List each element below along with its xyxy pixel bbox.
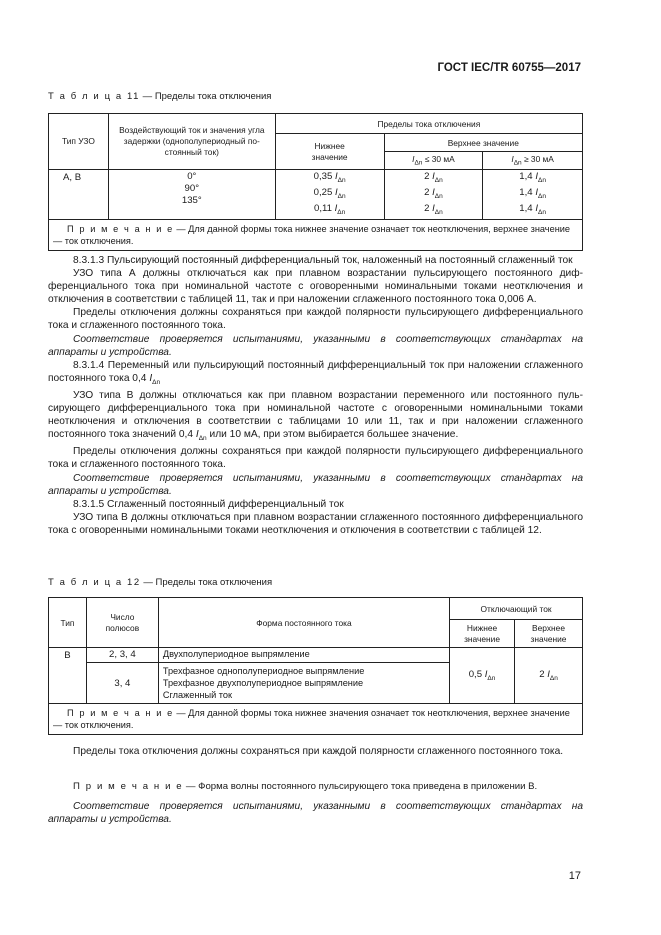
t11-row-upper-b: 1,4 $I_{\Delta n}$ 1,4 $I_{\Delta n}$ 1,4 $I_{\Delta n}$ xyxy=(483,170,583,220)
t11-row-lower: 0,35 $I_{\Delta n}$ 0,25 $I_{\Delta n}$ 0,11 $I_{\Delta n}$ xyxy=(275,170,384,220)
t11-head-upper: Верхнее значение xyxy=(384,134,582,152)
after-p1: Пределы тока отключения должны сохраняться при каждой полярности сглаженного постоянного тока. xyxy=(73,746,564,757)
t12-lower: 0,5 $I_{\Delta n}$ xyxy=(450,648,515,704)
table11 xyxy=(48,113,583,251)
section-8313-heading: 8.3.1.3 Пульсирующий постоянный дифференциальный ток, наложенный на постоянный сглаженный ток xyxy=(73,255,573,266)
after-compliance: Соответствие проверяется испытаниями, указанными в соответствующих стандартах на аппараты и устройства. xyxy=(48,801,583,826)
t12-head-upper: Верхнее значение xyxy=(515,620,583,648)
t11-head-upper-a: $I_{\Delta n} \le 30$ мА xyxy=(384,152,483,170)
section-8313-p2: Пределы отключения должны сохраняться при каждой полярности пульсирующего дифференциального тока и сглаженного постоянного тока. xyxy=(48,307,583,332)
t11-row-upper-a: 2 $I_{\Delta n}$ 2 $I_{\Delta n}$ 2 $I_{\Delta n}$ xyxy=(384,170,483,220)
t12-head-type: Тип xyxy=(49,598,87,648)
table12-caption: Т а б л и ц а 12 — Пределы тока отключения xyxy=(48,577,273,588)
section-8314-p1: УЗО типа В должны отключаться как при плавном возрастании переменного или постоянного пульсирующего дифференциального тока при номинальной частоте с оговоренными номинальными токами неотключения и отключения в соответствии с таблицами 10 или 11, так и при наложении сглаженного постоянного тока значений 0,4 $I_{\Delta n}$ или 10 мА, при этом выбирается большее значение. xyxy=(48,389,583,443)
section-8313 xyxy=(48,254,583,537)
t11-head-upper-b: $I_{\Delta n} \ge 30$ мА xyxy=(483,152,583,170)
t12-head-lower: Нижнее значение xyxy=(450,620,515,648)
after-note: П р и м е ч а н и е — Форма волны постоянного пульсирующего тока приведена в приложении В. xyxy=(73,781,538,792)
t12-head-form: Форма постоянного тока xyxy=(158,598,449,648)
t12-head-trip: Отключающий ток xyxy=(450,598,583,620)
t11-head-type: Тип УЗО xyxy=(49,114,109,170)
table11-caption: Т а б л и ц а 11 — Пределы тока отключения xyxy=(48,91,272,102)
t12-r2-form: Трехфазное однополупериодное выпрямление Трехфазное двухполупериодное выпрямление Сглаженный ток xyxy=(158,663,449,704)
t11-head-limits: Пределы тока отключения xyxy=(275,114,582,134)
section-8315-p1: УЗО типа В должны отключаться при плавном возрастании сглаженного постоянного дифференциального тока с оговоренными номинальными токами неотключения и отключения в соответствии с таблицей 12. xyxy=(48,511,583,536)
section-8313-compliance: Соответствие проверяется испытаниями, указанными в соответствующих стандартах на аппараты и устройства. xyxy=(48,333,583,358)
t12-note: П р и м е ч а н и е — Для данной формы тока нижнее значения означает ток неотключения, верхнее значение — ток отключения. xyxy=(49,704,583,735)
table12 xyxy=(48,597,583,735)
t11-note: П р и м е ч а н и е — Для данной формы тока нижнее значение означает ток неотключения, верхнее значение — ток отключения. xyxy=(49,219,583,250)
section-8314-compliance: Соответствие проверяется испытаниями, указанными в соответствующих стандартах на аппараты и устройства. xyxy=(48,472,583,497)
document-id: ГОСТ IEC/TR 60755—2017 xyxy=(437,62,581,74)
page-number: 17 xyxy=(568,870,581,882)
t11-row-angles: 0° 90° 135° xyxy=(108,170,275,220)
t11-row-type: А, В xyxy=(49,170,109,220)
section-8314-heading: 8.3.1.4 Переменный или пульсирующий постоянный дифференциальный ток при наложении сглаженного постоянного тока 0,4 $I_{\Delta n}$ xyxy=(48,359,583,386)
section-8313-p1: УЗО типа А должны отключаться как при плавном возрастании пульсирующего постоянного дифференциального тока при номинальной частоте с оговоренными номинальными токами неотключения и отключения в соответствии с таблицей 11, так и при наложении сглаженного постоянного тока 0,006 А. xyxy=(48,268,583,306)
section-8314-p2: Пределы отключения должны сохраняться при каждой полярности пульсирующего дифференциального тока и сглаженного постоянного тока. xyxy=(48,446,583,471)
t12-r1-form: Двухполупериодное выпрямление xyxy=(158,648,449,663)
section-8315-heading: 8.3.1.5 Сглаженный постоянный дифференциальный ток xyxy=(73,498,344,510)
t11-head-lower: Нижнее значение xyxy=(275,134,384,170)
t12-head-poles: Число полюсов xyxy=(86,598,158,648)
t12-r1-poles: 2, 3, 4 xyxy=(86,648,158,663)
t12-row-type: В xyxy=(49,648,87,704)
t11-head-effect: Воздействующий ток и значения угла задержки (однополупериодный постоянный ток) xyxy=(108,114,275,170)
t12-upper: 2 $I_{\Delta n}$ xyxy=(515,648,583,704)
t12-r2-poles: 3, 4 xyxy=(86,663,158,704)
